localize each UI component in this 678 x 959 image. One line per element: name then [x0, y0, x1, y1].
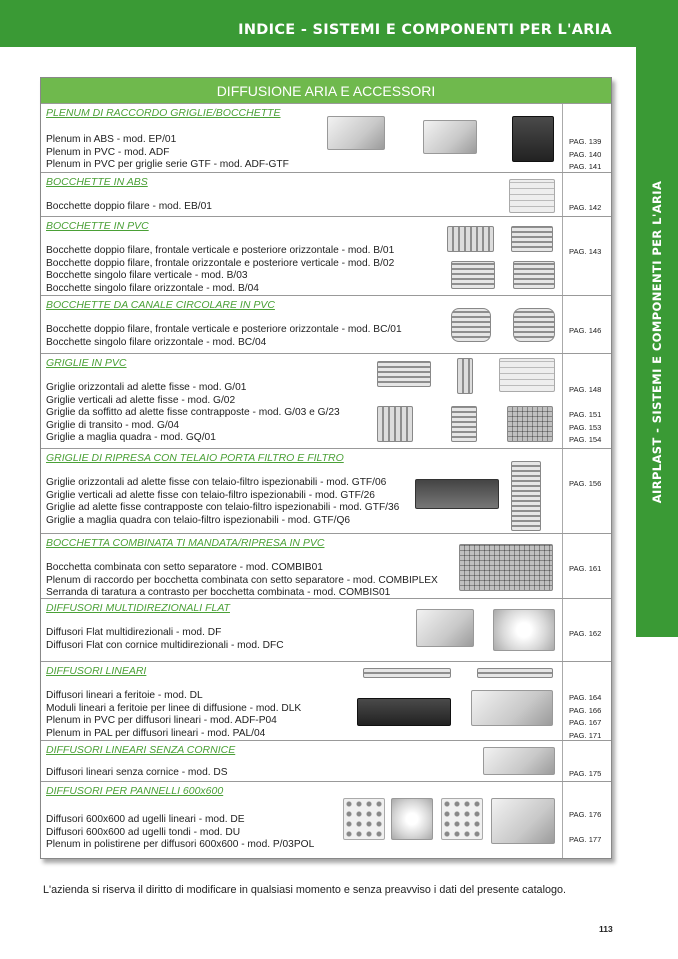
item-list: [46, 814, 314, 852]
page-ref: PAG. 177: [569, 835, 602, 844]
list-item: Bocchette singolo filare verticale - mod. B/03: [46, 270, 248, 282]
list-item: Diffusori lineari a feritoie - mod. DL: [46, 690, 203, 701]
page-ref: PAG. 142: [569, 203, 602, 212]
griglia-g02-image: [457, 358, 473, 394]
page-ref: PAG. 164: [569, 693, 602, 702]
section-title: PLENUM DI RACCORDO GRIGLIE/BOCCHETTE: [46, 107, 281, 119]
list-item: Griglie ad alette fisse contrapposte con telaio-filtro ispezionabili - mod. GTF/36: [46, 502, 400, 514]
section-griglie-pvc: [41, 353, 611, 449]
page-ref: PAG. 143: [569, 247, 602, 256]
page-ref: PAG. 176: [569, 810, 602, 819]
item-list: [46, 690, 301, 740]
section-diffusori-flat: [41, 598, 611, 662]
section-title: DIFFUSORI LINEARI: [46, 665, 147, 677]
section-plenum: [41, 103, 611, 173]
page-ref: PAG. 151: [569, 410, 602, 419]
diffusore-dl-image: [363, 668, 451, 678]
list-item: Plenum in PVC - mod. ADF: [46, 146, 170, 158]
section-title: BOCCHETTE IN ABS: [46, 176, 148, 188]
griglia-gq01-image: [507, 406, 553, 442]
list-item: Diffusori Flat con cornice multidirezionali - mod. DFC: [46, 639, 284, 651]
page-ref: PAG. 154: [569, 435, 602, 445]
list-item: Diffusori 600x600 ad ugelli tondi - mod. DU: [46, 826, 241, 838]
plenum-polistirene-image: [491, 798, 555, 844]
bocchetta-b02-image: [511, 226, 553, 252]
plenum-abs-image: [327, 116, 385, 150]
side-tab-label: AIRPLAST - SISTEMI E COMPONENTI PER L'ARIA: [650, 180, 664, 504]
page-ref: PAG. 148: [569, 385, 602, 394]
list-item: Griglie orizzontali ad alette fisse - mod. G/01: [46, 382, 247, 393]
page-number: 113: [599, 924, 613, 934]
section-bocchetta-combinata: [41, 533, 611, 599]
page-refs: [569, 136, 601, 174]
section-diffusori-lineari: [41, 661, 611, 741]
page-ref: PAG. 171: [569, 730, 602, 740]
list-item: Plenum in PVC per diffusori lineari - mod. ADF-P04: [46, 715, 277, 727]
page-ref: PAG. 162: [569, 629, 602, 638]
diffusore-df-image: [416, 609, 474, 647]
list-item: Serranda di taratura a contrasto per bocchetta combinata - mod. COMBIS01: [46, 587, 391, 599]
list-item: Bocchette doppio filare - mod. EB/01: [46, 201, 212, 212]
diffusore-ds-image: [483, 747, 555, 775]
modulo-dlk-image: [357, 698, 451, 726]
item-list: [46, 201, 212, 214]
griglia-g03-image: [499, 358, 555, 392]
section-title: DIFFUSORI PER PANNELLI 600x600: [46, 785, 224, 797]
page-ref: PAG. 175: [569, 769, 602, 778]
list-item: Bocchette doppio filare, frontale verticale e posteriore orizzontale - mod. B/01: [46, 245, 395, 256]
list-item: Griglie a maglia quadra - mod. GQ/01: [46, 432, 216, 444]
list-item: Griglie da soffitto ad alette fisse contrapposte - mod. G/03 e G/23: [46, 407, 340, 419]
bocchetta-bc01-image: [451, 308, 491, 342]
section-title: GRIGLIE IN PVC: [46, 357, 127, 369]
item-list: [46, 562, 438, 600]
page-ref: PAG. 139: [569, 137, 602, 146]
section-bocchette-abs: [41, 172, 611, 217]
page-header-title: INDICE - SISTEMI E COMPONENTI PER L'ARIA: [238, 22, 612, 38]
section-title: BOCCHETTE DA CANALE CIRCOLARE IN PVC: [46, 299, 275, 311]
list-item: Plenum in PVC per griglie serie GTF - mod. ADF-GTF: [46, 159, 289, 171]
bocchetta-b01-image: [447, 226, 494, 252]
section-diffusori-senza-cornice: [41, 740, 611, 782]
diffusore-de-image: [343, 798, 385, 840]
index-panel: [40, 77, 612, 859]
item-list: [46, 245, 394, 295]
section-diffusori-pannelli: [41, 781, 611, 859]
list-item: Plenum in PAL per diffusori lineari - mod. PAL/04: [46, 727, 266, 739]
page-refs: [569, 384, 601, 447]
diffusore-du-image: [391, 798, 433, 840]
list-item: Bocchette singolo filare orizzontale - mod. B/04: [46, 282, 259, 294]
section-title: BOCCHETTA COMBINATA TI MANDATA/RIPRESA IN PVC: [46, 537, 325, 549]
list-item: Plenum in polistirene per diffusori 600x600 - mod. P/03POL: [46, 839, 315, 851]
panel-title: DIFFUSIONE ARIA E ACCESSORI: [41, 78, 611, 103]
bocchetta-b03-image: [451, 261, 495, 289]
bocchetta-bc04-image: [513, 308, 555, 342]
section-bocchette-pvc: [41, 216, 611, 296]
item-list: [46, 382, 340, 445]
page-refs: [569, 692, 601, 742]
list-item: Griglie orizzontali ad alette fisse con telaio-filtro ispezionabili - mod. GTF/06: [46, 477, 387, 488]
griglia-g04b-image: [451, 406, 477, 442]
page-ref: PAG. 141: [569, 162, 602, 172]
list-item: Plenum in ABS - mod. EP/01: [46, 134, 177, 145]
section-bocchette-canale: [41, 295, 611, 354]
section-griglie-ripresa: [41, 448, 611, 534]
list-item: Griglie di transito - mod. G/04: [46, 419, 180, 431]
list-item: Moduli lineari a feritoie per linee di diffusione - mod. DLK: [46, 702, 302, 714]
plenum-gtf-image: [512, 116, 554, 162]
bocchetta-combinata-image: [459, 544, 553, 591]
item-list: [46, 477, 399, 527]
plenum-pal-image: [471, 690, 553, 726]
list-item: Bocchette singolo filare orizzontale - mod. BC/04: [46, 336, 267, 348]
item-list: [46, 134, 289, 172]
list-item: Diffusori 600x600 ad ugelli lineari - mod. DE: [46, 814, 245, 825]
footer-note: L'azienda si riserva il diritto di modificare in qualsiasi momento e senza preavviso i dati del presente catalogo.: [43, 884, 566, 896]
side-tab: [636, 47, 678, 637]
item-list: [46, 767, 228, 780]
page-ref: PAG. 156: [569, 479, 602, 488]
page-ref: PAG. 153: [569, 422, 602, 432]
bocchetta-b04-image: [513, 261, 555, 289]
page-ref: PAG. 166: [569, 705, 602, 715]
bocchetta-abs-image: [509, 179, 555, 213]
list-item: Plenum di raccordo per bocchetta combinata con setto separatore - mod. COMBIPLEX: [46, 574, 438, 586]
page-ref: PAG. 167: [569, 718, 602, 728]
section-title: GRIGLIE DI RIPRESA CON TELAIO PORTA FILTRO E FILTRO: [46, 452, 344, 464]
list-item: Bocchetta combinata con setto separatore - mod. COMBIB01: [46, 562, 323, 573]
plenum-pvc-image: [423, 120, 477, 154]
diffusore-dfc-image: [493, 609, 555, 651]
page-ref: PAG. 146: [569, 326, 602, 335]
list-item: Bocchette doppio filare, frontale orizzontale e posteriore verticale - mod. B/02: [46, 257, 395, 269]
section-title: DIFFUSORI LINEARI SENZA CORNICE: [46, 744, 236, 756]
list-item: Griglie verticali ad alette fisse con telaio-filtro ispezionabili - mod. GTF/26: [46, 489, 375, 501]
diffusore-de-2-image: [441, 798, 483, 840]
item-list: [46, 627, 284, 652]
list-item: Bocchette doppio filare, frontale verticale e posteriore orizzontale - mod. BC/01: [46, 324, 402, 335]
griglia-g04-image: [377, 406, 413, 442]
griglia-g01-image: [377, 361, 431, 387]
diffusore-dl-2-image: [477, 668, 553, 678]
section-title: DIFFUSORI MULTIDIREZIONALI FLAT: [46, 602, 230, 614]
list-item: Griglie verticali ad alette fisse - mod. G/02: [46, 394, 236, 406]
section-title: BOCCHETTE IN PVC: [46, 220, 149, 232]
page-ref: PAG. 161: [569, 564, 602, 573]
page-ref: PAG. 140: [569, 149, 602, 159]
list-item: Griglie a maglia quadra con telaio-filtro ispezionabili - mod. GTF/Q6: [46, 514, 351, 526]
item-list: [46, 324, 402, 349]
list-item: Diffusori Flat multidirezionali - mod. DF: [46, 627, 222, 638]
header-bar: [0, 0, 678, 47]
list-item: Diffusori lineari senza cornice - mod. DS: [46, 767, 228, 778]
griglia-gtf-image: [415, 479, 499, 509]
griglia-gtf-vertical-image: [511, 461, 541, 531]
